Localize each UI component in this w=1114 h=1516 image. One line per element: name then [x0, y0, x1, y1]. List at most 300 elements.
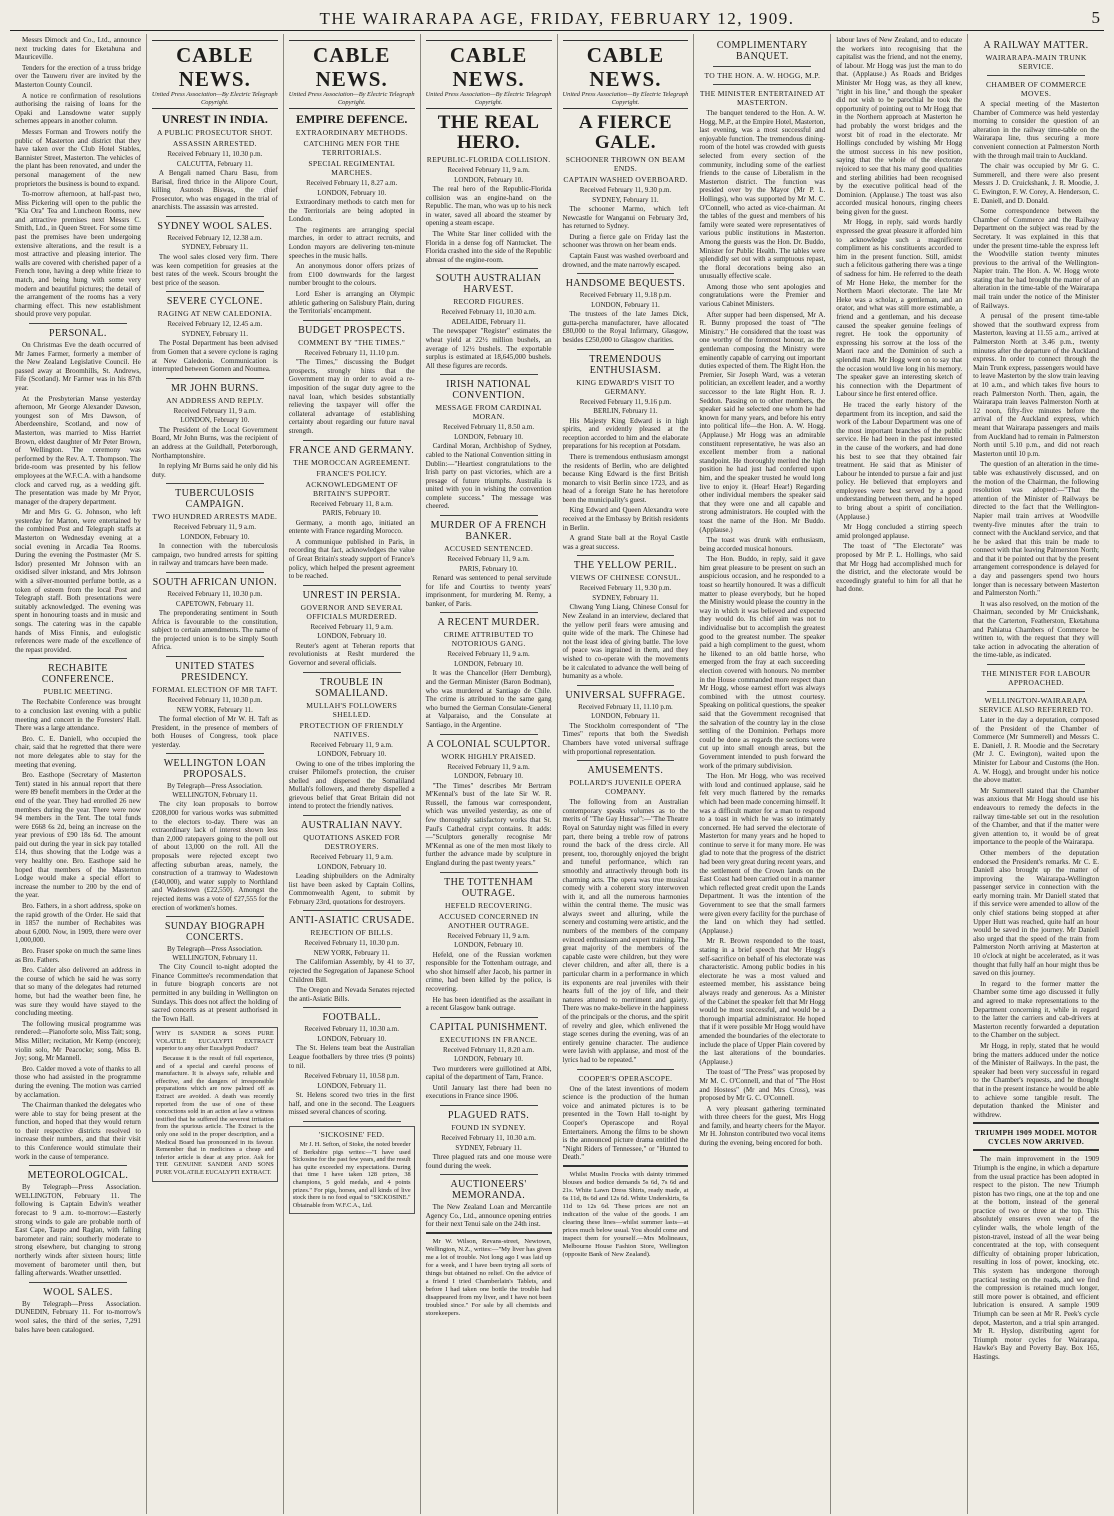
article-paragraph: A special meeting of the Masterton Chamber of Commerce was held yesterday morning to consider the question of an alteration in the railway time-table on the Wairarapa line, thus securing a more convenient connection at Palmerston North with the through mail train to Auckland.	[973, 100, 1099, 160]
received-line: Received February 11, 10.30 p.m.	[167, 590, 263, 599]
page-number: 5	[1091, 8, 1100, 27]
headline: SEVERE CYCLONE.	[166, 296, 263, 308]
headline: A RECENT MURDER.	[437, 617, 540, 629]
article-paragraph: On Christmas Eve the death occurred of Mr James Farmer, formerly a member of the New Zealand Legislative Council. He passed away at Broomhills, St. Andrews, Fife (Scotland). Mr Farmer was in his 87th year.	[15, 341, 141, 392]
received-line: Received February 12, 12.38 a.m.	[167, 233, 263, 242]
article-paragraph: The preponderating sentiment in South Africa is favourable to the constitution, subject to certain amendments. The name of the projected union is to be simply South Africa.	[151, 609, 278, 652]
divider	[303, 320, 401, 321]
article-paragraph: It was also resolved, on the motion of the Chairman, seconded by Mr Cruickshank, that the Carterton, Featherston, Eketahuna and Pahiatua Chambers of Commerce be written to, with the request that they will take action in advocating the alteration of the time-table, as indicated.	[973, 599, 1099, 660]
headline: BUDGET PROSPECTS.	[298, 324, 406, 336]
subheading: KING EDWARD'S VISIT TO GERMANY.	[576, 377, 675, 396]
received-line: Received February 11, 11.10 p.m.	[578, 702, 673, 711]
article-paragraph: The City Council to-night adopted the Finance Committee's recommendation that in future biograph concerts are not permitted in any building in Wellington on Sundays. This does not affect the holding of sacred concerts as at present authorised in the Town Hall.	[151, 963, 278, 1023]
received-line: Received February 11, 8 a.m.	[310, 499, 393, 508]
article-paragraph: There is tremendous enthusiasm amongst the residents of Berlin, who are delighted because King Edward is the first British monarch to visit Berlin since 1723, and as head of a foreign State he has heretofore been the municipality's guest.	[562, 452, 689, 504]
dateline: LONDON, February 10.	[317, 188, 387, 197]
subheading: EXTRAORDINARY METHODS.	[295, 128, 408, 137]
dateline: SYDNEY, February 11.	[455, 1143, 522, 1152]
article-paragraph: The President of the Local Government Board, Mr John Burns, was the recipient of an address at the Guildhall, Peterborough, Northamptonshire.	[151, 425, 278, 460]
article-paragraph: In replying Mr Burns said he only did his duty.	[151, 462, 278, 479]
subheading: CATCHING MEN FOR THE TERRITORIALS.	[303, 139, 400, 157]
column-1	[10, 34, 147, 1514]
dateline: LONDON, February 10.	[454, 432, 523, 441]
headline: CAPITAL PUNISHMENT.	[429, 1021, 548, 1033]
headline: UNREST IN INDIA.	[161, 112, 268, 126]
subheading: GOVERNOR AND SEVERAL OFFICIALS MURDERED.	[300, 602, 403, 621]
divider	[577, 685, 675, 686]
article-paragraph: The St. Helens team beat the Australian League footballers by three tries (9 points) to nil.	[288, 1044, 415, 1070]
article-paragraph: During a fierce gale on Friday last the schooner was thrown on her beam ends.	[562, 232, 689, 250]
article-paragraph: Other members of the deputation endorsed the President's remarks. Mr C. E. Daniell also brought up the matter of improving the Wairarapa-Wellington passenger service in connection with the early morning train. Mr Daniell stated that if this service were amended to allow of the only chief stations being stopped at after Upper Hutt was reached, quite half an hour would be saved in the journey. Mr Daniell also urged that the speed of the train from Palmerston North arriving at Masterton at 10 o'clock at night be accelerated, as it was thought that fully half an hour might thus be saved on this journey.	[973, 848, 1099, 978]
divider	[973, 1149, 1099, 1152]
divider	[303, 910, 401, 911]
headline: UNITED STATES PRESIDENCY.	[174, 661, 255, 684]
dateline: LONDON, February 10.	[454, 941, 523, 950]
divider	[987, 75, 1085, 76]
divider	[577, 273, 675, 274]
headline: THE TOTTENHAM OUTRAGE.	[444, 876, 534, 899]
article-paragraph: Among those who sent apologies and congratulations were the Premier and various Cabinet Ministers.	[699, 282, 826, 309]
article-paragraph: The following from an Australian contemporary speaks volumes as to the merits of "The Gay Hussar":—"The Theatre Royal on Saturday night was filled in every part, there being a treble row of patrons round the back of the dress circle. All present, too, thoroughly enjoyed the bright and tuneful performance, which ran smoothly and attractively through both its charming acts. The opera was true musical comedy with a coherent story interwoven with it, and all the numerous harmonies within the central theme. The music was always sweet and alluring, while the scenery and costuming were artistic, and the numbers of the members of the company evinced enthusiasm and expert training. The great majority of the members of the capable caste were children, but they were clever children, and after all, there is a particular charm in a performance in which its exponents are real juveniles with their hearts full of the joy of life, and their natures attuned to merriment and gaiety. There was no make-believe in the happiness of the principals or the chorus, and the spirit of revelry and glee, which enlivened the stage scenes during the evening, was of an entirely genuine character. The audience were lavish with applause, and most of the lyrics had to be repeated."	[562, 798, 689, 1064]
received-line: Received February 11, 10.30 a.m.	[441, 308, 536, 317]
article-paragraph: Mr Hogg concluded a stirring speech amid prolonged applause.	[836, 523, 963, 540]
headline: HANDSOME BEQUESTS.	[565, 278, 686, 290]
article-paragraph: An anonymous donor offers prizes of from £100 downwards for the largest number brought to the colours.	[288, 262, 415, 288]
article-paragraph: A perusal of the present time-table showed that the southward express from Masterton, leaving at 11.55 a.m., arrived at Palmerston North at 3.46 p.m., twenty minutes after the departure of the Auckland express. In order to connect through the Main Trunk express, passengers would have to leave Masterton by the slow train leaving at 10 a.m., and which takes five hours to reach Palmerston North. Then, again, the Wairarapa train leaves Palmerston North at 12 noon, fifty-five minutes before the arrival of the Auckland express, which meant that Wairarapa passengers and mails from Auckland had to remain in Palmerston North until 5.10 p.m., and did not reach Masterton until 10 p.m.	[973, 312, 1099, 458]
subheading: POLLARD'S JUVENILE OPERA COMPANY.	[569, 778, 682, 797]
divider	[166, 572, 264, 573]
article-paragraph: Hefeld, one of the Russian workmen responsible for the Tottenham outrage, and who shot himself after Jacob, his partner in crime, had been killed by the police, is recovering.	[425, 950, 552, 993]
subheading: CAPTAIN WASHED OVERBOARD.	[563, 175, 688, 184]
divider	[303, 1121, 401, 1122]
advertisement-text: Mr W. Wilson, Revans-street, Newtown, Wellington, N.Z., writes:—"My liver has given me a lot of trouble. Not long ago I was laid up for a week, and I have been trying all sorts of things but obtained no relief. On the advice of a friend I tried Chamberlain's Tablets, and before I had taken one bottle the trouble had disappeared from my liver, and I have not been troubled since." For sale by all chemists and storekeepers.	[425, 1238, 552, 1318]
article-paragraph: The wool sales closed very firm. There was keen competition for greasies at the best rates of the week. Scours brought the best price of the season.	[151, 252, 278, 287]
article-paragraph: "The Times" describes Mr Bertram M'Kennal's bust of the late Sir W. R. Russell, the famous war correspondent, which was unveiled yesterday, as one of few thoroughly satisfactory works that St. Paul's Cathedral crypt contains. It adds:—"Sculptors generally recognise Mr M'Kennal as one of the men most likely to further the advance made by sculpture in England during the past twenty years."	[425, 781, 552, 867]
masthead	[10, 8, 1104, 31]
subheading: MULLAH'S FOLLOWERS SHELLED.	[306, 700, 398, 719]
article-paragraph: The trustees of the late James Dick, gutta-percha manufacturer, have allocated £80,000 to the Royal Infirmary, Glasgow, besides £250,000 to Glasgow charities.	[562, 310, 689, 344]
article-paragraph: Some correspondence between the Chamber of Commerce and the Railway Department on the subject was read by the Secretary. It was explained in this that under the present time-table the express left the Woodville station twenty minutes previous to the arrival of the Wellington-Napier train. The Hon. A. W. Hogg wrote stating that he had brought the matter of an alteration in the time-table of the Wairarapa mail train under the notice of the Minister of Railways.	[973, 207, 1099, 310]
dateline: NEW YORK, February 11.	[176, 705, 253, 714]
section-heading: WOOL SALES.	[43, 1286, 113, 1298]
article-paragraph: The White Star liner collided with the Florida in a dense fog off Nantucket. The Florida crashed into the side of the Republic abreast of the engine-room.	[425, 229, 552, 264]
headline: COMPLIMENTARY BANQUET.	[716, 40, 808, 62]
article-paragraph: The toast of "The Electorate" was proposed by Mr P. L. Hollings, who said that Mr Hogg had accomplished much for the district, and the electorate would be exceedingly grateful to him for all that he had done.	[836, 542, 963, 594]
subheading: ACKNOWLEDGMENT OF BRITAIN'S SUPPORT.	[305, 479, 398, 498]
column-3	[284, 34, 421, 1514]
subheading: WORK HIGHLY PRAISED.	[441, 751, 536, 761]
article-paragraph: The question of an alteration in the time-table was exhaustively discussed, and on the motion of the Chairman, the following resolution was adopted:—"That the attention of the Minister of Railways be directed to the fact that the Wellington-Napier mail train arrives at Woodville twenty-five minutes after the train to connect with the Auckland service, and that he be asked that this train be made to connect with that leaving Palmerston North; and that it be pointed out that by the present arrangement correspondence is delayed for a day and passengers spend two hours longer than is necessary between Masterton and Palmerston North."	[973, 460, 1099, 598]
advertisement-text: Whilst Muslin Frocks with dainty trimmed blouses and bodice demands 5s 6d, 7s 6d and 21s. White Lawn Dress Shirts, ready made, at 6s 11d, 8s 6d and 12s 6d. White Underskirts, 6s 11d to 12s 6d. These prices are not an indication of the value of the goods. I am clearing these lines—whilst summer lasts—at prices much below usual. You should come and inspect them for yourself.—Mrs Molineaux, Melbourne House Fashion Store, Wellington (opposite Bank of New Zealand).	[562, 1170, 689, 1258]
headline: AUSTRALIAN NAVY.	[300, 820, 403, 832]
divider	[440, 1017, 538, 1018]
article-paragraph: Mr Hogg, in reply, stated that he would bring the matters adduced under the notice of the Minister of Railways. In the past, the speaker had been very successful in regard to the Chamber's requests, and he thought that in the present instance he would be able to achieve some tangible result. The deputation thanked the Minister and withdrew.	[973, 1041, 1099, 1119]
article-paragraph: The newspaper "Register" estimates the wheat yield at 22½ million bushels, an average of 12½ bushels. The exportable surplus is estimated at 18,645,000 bushels. All these figures are records.	[425, 327, 552, 370]
divider	[303, 585, 401, 586]
article-paragraph: Two murderers were guillotined at Albi, capital of the department of Tarn, France.	[425, 1064, 552, 1082]
column-7	[831, 34, 968, 1514]
subheading: ASSASSIN ARRESTED.	[172, 139, 257, 148]
dateline: NEW YORK, February 11.	[313, 948, 390, 957]
headline: UNREST IN PERSIA.	[302, 589, 401, 601]
article-paragraph: The real hero of the Republic-Florida collision was an engine-hand on the Republic. The man, who was up to his neck in water, saved all aboard the steamer by opening a steam escape.	[425, 185, 552, 228]
advertisement-text: The main improvement in the 1909 Triumph is the engine, in which a departure from the usual practice has been adopted in respect to the piston. The new Triumph piston has two rings, one at the top and one at the bottom, instead of the general practice of two or three at the top. This absolutely ensures even wear of the cylinder walls, the whole length of the piston-travel, instead of all the wear being concentrated at the top, with consequent difficulty of obtaining proper lubrication, resulting in loss of power, knocking, etc. This system has undergone thorough practical testing on the roads, and we find the compression is retained much longer, still more power is obtained, and efficient lubrication is ensured. A sample 1909 Triumph can be seen at Mr R. Peek's cycle depot, Masterton, and a trial spin arranged. Mr R. Hyslop, distributing agent for Triumph motor cycles for Wairarapa, Hawke's Bay and Poverty Bay. Box 165, Hastings.	[973, 1155, 1099, 1361]
subheading: COOPER'S OPERASCOPE.	[578, 1073, 673, 1083]
cable-news-title: CABLE NEWS.	[449, 43, 528, 91]
article-paragraph: A Bengali named Charu Basu, from Barisal, fired thrice in the Alipore Court, killing Asutosh Biswas, the chief Prosecutor, who was engaged in the trial of anarchists. The assassin was arrested.	[151, 169, 278, 212]
headline: A RAILWAY MATTER.	[983, 40, 1089, 51]
subheading: FOUND IN SYDNEY.	[451, 1123, 526, 1133]
article-paragraph: He has been identified as the assailant in a recent Glasgow bank outrage.	[425, 995, 552, 1013]
article-paragraph: Until January last there had been no executions in France since 1906.	[425, 1083, 552, 1101]
article-paragraph: Mr R. Brown responded to the toast, stating in a brief speech that Mr Hogg's self-sacrifice on behalf of his electorate was characteristic. Among public bodies in his electorate he was a most valued and esteemed member, his assistance being always ready and generous. As a Minister of the Cabinet the speaker felt that Mr Hogg would be most successful, and would be a thorough impartial administrator. He hoped that if it were possible Mr Hogg would have amended the boundaries of the electorate to include the place of Upper Plain covered by the last alterations of the boundaries. (Applause.)	[699, 937, 826, 1066]
subheading: AN ADDRESS AND REPLY.	[166, 395, 264, 405]
article-paragraph: The Postal Department has been advised from Gomen that a severe cyclone is raging at New Caledonia. Communication is interrupted between Gomen and Noumea.	[151, 339, 278, 374]
divider	[577, 1069, 675, 1070]
article-paragraph: He traced the early history of the department from its inception, and said the work of the Labour Department was one of the most important branches of the public service. He had been in the past interested in the cause of the workers, and had done his best to see that they obtained fair treatment. He said that as Minister of Labour he intended to pursue a fair and just policy. He believed that employers and employees were best served by a good understanding between them, and he hoped to bring about a spirit of conciliation. (Applause.)	[836, 400, 963, 521]
divider	[440, 734, 538, 735]
dateline: SYDNEY, February 11.	[181, 243, 249, 252]
dateline: ADELAIDE, February 11.	[451, 317, 526, 326]
divider	[440, 515, 538, 516]
dateline: LONDON, February 10.	[317, 750, 387, 758]
dateline: LONDON, February 10.	[454, 1055, 523, 1064]
subheading: COMMENT BY "THE TIMES."	[298, 337, 406, 347]
divider	[577, 349, 675, 350]
headline: SYDNEY WOOL SALES.	[157, 220, 273, 232]
dateline: SYDNEY, February 11.	[181, 329, 249, 338]
column-2	[147, 34, 284, 1514]
article-paragraph: Captain Faust was washed overboard and drowned, and the mate narrowly escaped.	[562, 251, 689, 269]
headline: A COLONIAL SCULPTOR.	[426, 738, 551, 750]
subheading: VIEWS OF CHINESE CONSUL.	[569, 573, 681, 583]
cable-news-title: CABLE NEWS.	[313, 43, 391, 91]
dateline: SYDNEY, February 11.	[592, 593, 659, 602]
headline: IRISH NATIONAL CONVENTION.	[446, 379, 531, 402]
article-paragraph: The following musical programme was rendered:—Pianoforte solo, Miss Tait; song, Miss Miller; recitation, Mr Kemp (encore); violin solo, Mr Peacocke; song, Miss B. Joy; song, Mr Mannell.	[15, 1019, 141, 1063]
received-line: Received February 11, 10.30 p.m.	[167, 150, 263, 158]
divider	[29, 1165, 127, 1166]
divider	[29, 1282, 127, 1283]
headline: SOUTH AUSTRALIAN HARVEST.	[435, 273, 542, 296]
divider	[440, 1105, 538, 1106]
received-line: Received February 11, 10.30 p.m.	[167, 696, 263, 705]
headline: SUNDAY BIOGRAPH CONCERTS.	[164, 921, 265, 944]
article-paragraph: Bro. Calder moved a vote of thanks to all those who had assisted in the programme during the evening. The motion was carried by acclamation.	[15, 1064, 141, 1099]
article-paragraph: Reuter's agent at Teheran reports that revolutionists at Resht murdered the Governor and several officials.	[288, 641, 415, 667]
dateline: LONDON, February 11.	[317, 1081, 386, 1090]
cable-news-credit: United Press Association—By Electric Telegraph Copyright.	[151, 91, 278, 106]
divider	[166, 291, 264, 292]
headline: SOUTH AFRICAN UNION.	[152, 577, 278, 589]
divider	[303, 815, 401, 816]
divider	[440, 1174, 538, 1175]
received-line: Received February 11, 9 a.m.	[447, 650, 530, 659]
received-line: Received February 11, 9 a.m.	[173, 523, 256, 532]
received-line: Received February 12, 12.45 a.m.	[167, 320, 263, 329]
article-paragraph: His Majesty King Edward is in high spirits, and evidently pleased at the reception accorded to him and the elaborate preparations for his reception at Potsdam.	[562, 416, 689, 451]
cable-news-banner	[563, 40, 689, 109]
article-paragraph: The city loan proposals to borrow £208,000 for various works was submitted to the electors to-day. There was an extraordinary lack of interest shown less than 2,000 ratepayers going to the poll out of about 13,000 on the roll. All the proposals were rejected except two affecting suburban areas, namely, the construction of a tramway to Wadestown (£40,000), and water supply to Northland and Wadestown (£22,550). Amongst the rejected items was a vote of £27,555 for the erection of workmen's homes.	[151, 800, 278, 912]
article-paragraph: Mr and Mrs G. G. Johnson, who left yesterday for Marton, were entertained by the combined Post and Telegraph staffs at Masterton on Wednesday evening at a social evening in Arcadia Tea Rooms. During the evening the Postmaster (Mr S. Isdor) presented Mr Johnson with an oxidised silver inkstand, and Mrs Johnson with a silver-mounted perfume bottle, as a token of esteem from the local Post and Telegraph staff. Both presentations were suitably acknowledged. The evening was spent in honouring toasts and in music and songs. The catering was in the capable hands of Miss Finnis, and eulogistic references were made of the excellence of the repast provided.	[15, 508, 141, 654]
dateline: LONDON, February 10.	[317, 1034, 387, 1043]
divider	[303, 440, 401, 441]
section-heading: RECHABITE CONFERENCE.	[41, 663, 115, 686]
headline: THE YELLOW PERIL.	[573, 560, 678, 572]
subheading: FRANCE'S POLICY.	[316, 468, 387, 478]
headline: ANTI-ASIATIC CRUSADE.	[288, 915, 415, 927]
headline: FOOTBALL.	[322, 1012, 381, 1024]
section-heading: METEOROLOGICAL.	[27, 1170, 129, 1182]
divider	[166, 656, 264, 657]
dateline: CAPETOWN, February 11.	[175, 599, 254, 608]
headline: TROUBLE IN SOMALILAND.	[315, 676, 389, 699]
article-paragraph: The Hon. Mr Hogg, who was received with loud and continued applause, said he felt very much flattered by the remarks which had been made concerning himself. It was a difficult matter for a man to respond to a toast in which he was so intimately concerned. He had served the electorate of Masterton for many years and he hoped to continue to serve it for many more. He was glad to note that the progress of the district had been very great during recent years, and the settlement of the Crown lands on the East Coast had been carried out in a manner which reflected great credit upon the Lands Department. It was the intention of the Government to see that the small farmers were given every facility for the purchase of the land on which they had settled. (Applause.)	[699, 772, 826, 935]
divider	[166, 378, 264, 379]
headline: TREMENDOUS ENTHUSIASM.	[589, 353, 662, 376]
headline: UNIVERSAL SUFFRAGE.	[565, 689, 686, 701]
article-paragraph: A communique published in Paris, in recording that fact, acknowledges the value of Great Britain's steady support of France's policy, which helped the present agreement to be reached.	[288, 537, 415, 581]
article-paragraph: Renard was sentenced to penal servitude for life and Courtiss to twenty years' imprisonment, for murdering M. Remy, a banker, of Paris.	[425, 574, 552, 608]
article-paragraph: The Californian Assembly, by 41 to 37, rejected the Segregation of Japanese School Children Bill.	[288, 958, 415, 984]
received-line: Received February 11, 9 a.m.	[447, 762, 530, 771]
article-paragraph: "The Times," discussing the Budget prospects, strongly hints that the Government may in order to avoid a re-imposition of the sugar duty agree to the naval loan, which besides substantially relieving the taxpayer will offer the collateral advantage of establishing certainty about regarding our future naval strength.	[288, 358, 415, 435]
received-line: Received February 11, 9 a.m.	[310, 740, 393, 749]
column-8	[968, 34, 1104, 1514]
subheading: WAIRARAPA-MAIN TRUNK SERVICE.	[985, 53, 1087, 71]
subheading: A PUBLIC PROSECUTOR SHOT.	[156, 128, 273, 137]
headline: FRANCE AND GERMANY.	[289, 444, 415, 456]
section-heading: PERSONAL.	[49, 328, 107, 339]
article-paragraph: Messrs Forman and Trowers notify the public of Masterton and district that they have taken over the Club Hotel Stables, Bannister Street, Masterton. The vehicles of the plant has been renovated, and under the personal management of the new proprietors the business is bound to expand.	[15, 127, 141, 188]
dateline: LONDON, February 10.	[454, 772, 523, 781]
cable-news-banner	[152, 40, 278, 109]
subheading: PUBLIC MEETING.	[43, 687, 113, 697]
headline: AUCTIONEERS' MEMORANDA.	[450, 1179, 527, 1202]
divider	[29, 323, 127, 324]
article-paragraph: The Hon. Buddo, in reply, said it gave him great pleasure to be present on such an auspicious occasion, and he responded to a toast so heartily honoured. It was a difficult matter to please everybody, but he hoped the Ministry would please the country in the way in which it was believed and expected they would do. Its chief aim was not to individualise but to accomplish the greatest good to the greatest number. The speaker paid a high compliment to the guest, whom he likened to an old battle horse, who emerged from the fray at each succeeding election covered with honours. No member in the House commanded more respect than Mr Hogg, whose earnest effort was always combined with the utmost courtesy. Speaking on political questions, the speaker said that the Government recognised that the salvation of the country lay in the close settling of the Dominion. Perhaps more could be done as regards the sections were cut up into small enough areas, but the Government intended to push forward the work of the primary subdivision.	[699, 555, 826, 770]
received-line: Received February 11, 10.30 a.m.	[441, 1134, 536, 1143]
divider	[303, 672, 401, 673]
column-4	[421, 34, 558, 1514]
divider	[577, 760, 675, 761]
article-paragraph: Bro. Calder also delivered an address in the course of which he said he was sorry that so many of the delegates had returned home, but had the weather been fine, he was sure they would have stayed to the concluding meeting.	[15, 966, 141, 1018]
dateline: LONDON, February 10.	[454, 659, 523, 668]
article-paragraph: Three plagued rats and one mouse were found during the week.	[425, 1153, 552, 1170]
headline: MR JOHN BURNS.	[171, 382, 259, 394]
received-line: Received February 11, 9.16 p.m.	[579, 397, 672, 406]
article-paragraph: St. Helens scored two tries in the first half, and one in the second. The Leaguers missed several chances of scoring.	[288, 1091, 415, 1117]
dateline: LONDON, February 11.	[591, 712, 660, 721]
divider	[563, 1165, 689, 1168]
cable-news-credit: United Press Association—By Electric Telegraph Copyright.	[425, 91, 552, 106]
subheading: ACCUSED CONCERNED IN ANOTHER OUTRAGE.	[438, 911, 539, 930]
advertisement-heading: 'SICKOSINE' FED.	[319, 1129, 385, 1139]
cable-news-credit: United Press Association—By Electric Telegraph Copyright.	[562, 91, 689, 106]
article-paragraph: Germany, a month ago, initiated an entente with France regarding Morocco.	[288, 518, 415, 536]
subheading: MESSAGE FROM CARDINAL MORAN.	[435, 403, 542, 422]
columns	[10, 34, 1104, 1514]
received-line: Received February 11, 9.30 p.m.	[579, 186, 672, 194]
advertisement	[289, 1126, 415, 1214]
article-paragraph: The schooner Marmo, which left Newcastle for Wanganui on February 3rd, has returned to Sydney.	[562, 205, 689, 231]
article-paragraph: Messrs Dimock and Co., Ltd., announce next trucking dates for Eketahuna and Mauriceville.	[15, 36, 141, 62]
article-paragraph: King Edward and Queen Alexandra were received at the Embassy by British residents in Berlin.	[562, 506, 689, 532]
article-paragraph: The Rechabite Conference was brought to a conclusion last evening with a public meeting and concert in the Foresters' Hall. There was a large attendance.	[15, 698, 141, 733]
received-line: Received February 11, 9 a.m.	[173, 406, 256, 415]
article-paragraph: Bro. Fraser spoke on much the same lines as Bro. Fathers.	[15, 947, 141, 964]
article-paragraph: The Stockholm correspondent of "The Times" reports that both the Swedish Chambers have voted universal suffrage with proportional representation.	[562, 721, 689, 756]
divider	[166, 483, 264, 484]
dateline: By Telegraph—Press Association. WELLINGTON, February 11.	[167, 945, 263, 962]
divider	[987, 664, 1085, 665]
article-paragraph: By Telegraph—Press Association. WELLINGTON, February 11. The following is Captain Edwin's weather forecast to 9 a.m. to-morrow:—Easterly strong winds to gale are probable north of East Cape, Taupo and Raglan, with falling barometer and rain; southerly moderate to strong elsewhere, but changing to strong northerly winds after sixteen hours; little movement of barometer until then, but falling afterwards. Weather unsettled.	[15, 1183, 141, 1278]
article-paragraph: After supper had been dispensed, Mr A. R. Bunny proposed the toast of "The Ministry." He considered that the toast was one worthy of the foremost honour, as the gentleman composing the Ministry were eminently capable of carrying out important duties expected of them. The Right Hon. the Premier, Sir Joseph Ward, was a veteran politician, an excellent leader, and a worthy successor to the late Right Hon. R. J. Seddon. Passing on to other members, the speaker said he selected one whom he had known for many years, and before his entry into political life—the Hon. A. W. Hogg. (Applause.) Mr Hogg was an admirable constituent representative, he was also an excellent member from a national standpoint. He thoroughly merited the high position he had just had conferred upon him, and the speaker trusted he would long live to enjoy it. (Hear! Hear!) Regarding other individual members the speaker said that they were one and all capable and strong administrators. He coupled with the toast the name of the Hon. Mr Buddo. (Applause.)	[699, 310, 826, 534]
received-line: Received February 11, 9.18 p.m.	[579, 291, 672, 300]
cable-news-banner	[289, 40, 415, 109]
received-line: Received February 11, 8.50 a.m.	[443, 423, 535, 432]
received-line: Received February 11, 9 a.m.	[447, 555, 530, 564]
article-paragraph: In connection with the tuberculosis campaign, two hundred arrests for spitting in railway and tramcars have been made.	[151, 542, 278, 568]
advertisement-heading: WHY IS SANDER & SONS PURE VOLATILE EUCALYPTI EXTRACT superior to any other Eucalypti Product?	[155, 1030, 274, 1053]
article-paragraph: The formal election of Mr W. H. Taft as President, in the presence of members of both Houses of Congress, took place yesterday.	[151, 715, 278, 749]
column-6	[694, 34, 831, 1514]
received-line: Received February 11, 10.30 p.m.	[304, 939, 400, 948]
headline: EMPIRE DEFENCE.	[296, 112, 408, 126]
subheading: RAGING AT NEW CALEDONIA.	[157, 309, 273, 319]
subheading: WELLINGTON-WAIRARAPA SERVICE ALSO REFERRED TO.	[978, 696, 1094, 714]
article-paragraph: One of the latest inventions of modern science is the production of the human voice and animated pictures is to be presented in the Town Hall to-night by Cooper's Operascope and Royal Entertainers. Among the films to be shown is the announced picture drama entitled the "Night Riders of Tennessee," or "Hunted to Death."	[562, 1084, 689, 1162]
article-paragraph: In regard to the former matter the Chamber some time ago discussed it fully and agreed to make representations to the Department concerning it, while in regard to the latter the carriers and cab-drivers at Masterton recently forwarded a deputation to the Chamber on the subject.	[973, 979, 1099, 1040]
article-paragraph: Extraordinary methods to catch men for the Territorials are being adopted in London.	[288, 198, 415, 224]
divider	[440, 268, 538, 269]
headline: THE REAL HERO.	[437, 112, 540, 153]
subheading: TO THE HON. A. W. HOGG, M.P.	[704, 71, 821, 80]
received-line: Received February 11, 8.27 a.m.	[306, 179, 398, 187]
article-paragraph: The chair was occupied by Mr G. C. Summerell, and there were also present Messrs J. D. Cruickshank, J. R. Moodie, J. C. Ewington, F. W. Corey, A. Henderson, C. E. Daniell, and D. Donald.	[973, 162, 1099, 205]
subheading: TWO HUNDRED ARRESTS MADE.	[152, 512, 278, 522]
received-line: Received February 11, 9 a.m.	[447, 166, 530, 174]
subheading: EXECUTIONS IN FRANCE.	[439, 1034, 538, 1044]
article-paragraph: A very pleasant gathering terminated with three cheers for the guest, Mrs Hogg and family, and hearty cheers for the Mayor. Mr H. Johnston contributed two vocal items during the evening, being encored for both.	[699, 1104, 826, 1148]
divider	[440, 374, 538, 375]
cable-news-title: CABLE NEWS.	[586, 43, 665, 91]
cable-news-credit: United Press Association—By Electric Telegraph Copyright.	[288, 91, 415, 106]
article-paragraph: A grand State ball at the Royal Castle was a great success.	[562, 534, 689, 551]
subheading: REPUBLIC-FLORIDA COLLISION.	[426, 155, 551, 164]
received-line: Received February 11, 9.30 p.m.	[579, 584, 672, 593]
subheading: ACCUSED SENTENCED.	[444, 544, 534, 554]
received-line: Received February 11, 9 a.m.	[310, 622, 393, 631]
article-paragraph: Lord Esher is arranging an Olympic athletic gathering on Salisbury Plain, during the Territorials' encampment.	[288, 289, 415, 316]
article-paragraph: A notice re confirmation of resolutions authorising the raising of loans for the Opaki and Lansdowne water supply schemes appears in another column.	[15, 91, 141, 126]
article-paragraph: The Oregon and Nevada Senates rejected the anti-Asiatic Bills.	[288, 986, 415, 1003]
cable-news-title: CABLE NEWS.	[176, 43, 254, 91]
column-5	[558, 34, 695, 1514]
newspaper-title: THE WAIRARAPA AGE, FRIDAY, FEBRUARY 12, 1909.	[319, 9, 795, 28]
received-line: Received February 11, 10.58 p.m.	[304, 1072, 400, 1081]
dateline: LONDON, February 10.	[180, 416, 250, 425]
subheading: SCHOONER THROWN ON BEAM ENDS.	[565, 155, 686, 173]
dateline: PARIS, February 10.	[322, 509, 381, 518]
subheading: SPECIAL REGIMENTAL MARCHES.	[308, 159, 395, 177]
article-paragraph: The Chairman thanked the delegates who were able to stay for being present at the function, and hoped that they would return to their respective districts resolved to increase their numbers, and that their visit to this Conference would stimulate their work in the cause of temperance.	[15, 1101, 141, 1161]
dateline: LONDON, February 11.	[591, 300, 660, 309]
advertisement-heading: TRIUMPH 1909 MODEL MOTOR CYCLES NOW ARRIVED.	[974, 1128, 1098, 1147]
headline: PLAGUED RATS.	[447, 1110, 530, 1122]
subheading: FORMAL ELECTION OF MR TAFT.	[152, 685, 278, 695]
article-paragraph: The toast was drunk with enthusiasm, being accorded musical honours.	[699, 536, 826, 553]
dateline: By Telegraph—Press Association. WELLINGTON, February 11.	[167, 782, 263, 799]
subheading: PROTECTION OF FRIENDLY NATIVES.	[299, 720, 404, 739]
dateline: LONDON, February 10.	[317, 632, 387, 641]
divider	[166, 753, 264, 754]
divider	[440, 872, 538, 873]
dateline: PARIS, February 10.	[459, 564, 518, 573]
dateline: LONDON, February 10.	[180, 532, 250, 541]
subheading: THE MINISTER FOR LABOUR APPROACHED.	[981, 669, 1091, 687]
article-paragraph: Bro. Easthope (Secretary of Masterton Tent) stated in his annual report that there were 89 benefit members in the Order at the end of the year. They had enrolled 26 new members during the year. There were now 94 members in the Tent. The total funds were £668 6s 2d, being an increase on the year previous of £90 18s 6d. The amount paid out during the year in sick pay totalled £14, thus showing that the Lodge was a very healthy one. Bro. Easthope said he hoped that members of the Masterton Lodge would make a special effort to increase the number to 200 by the end of the year.	[15, 771, 141, 900]
divider	[987, 691, 1085, 692]
subheading: HEFELD RECOVERING.	[444, 900, 533, 910]
dateline: CALCUTTA, February 11.	[176, 159, 253, 168]
advertisement	[152, 1027, 278, 1181]
headline: MURDER OF A FRENCH BANKER.	[430, 520, 547, 543]
dateline: LONDON, February 10.	[317, 862, 387, 871]
subheading: CRIME ATTRIBUTED TO NOTORIOUS GANG.	[443, 630, 534, 649]
received-line: Received February 11, 9 a.m.	[310, 853, 393, 862]
divider	[166, 216, 264, 217]
headline: A FIERCE GALE.	[578, 112, 673, 153]
article-paragraph: Bro. Fathers, in a short address, spoke on the rapid growth of the Order. He said that in 1857 the number of Rechabites was about 6,000. Now, in 1909, there were over 1,000,000.	[15, 902, 141, 945]
article-paragraph: The New Zealand Loan and Mercantile Agency Co., Ltd., announce opening entries for their next Tenui sale on the 24th inst.	[425, 1203, 552, 1229]
divider	[713, 66, 811, 67]
subheading: QUOTATIONS ASKED FOR DESTROYERS.	[303, 833, 401, 852]
advertisement-text: Mr J. H. Sefton, of Stoke, the noted breeder of Berkshire pigs writes:—"I have used Sickosine for the past few years, and the result has quite exceeded my expectations. During that time I have taken 128 prizes, 38 champions, 5 gold medals, and 4 points prizes." For pigs, horses, and all kinds of live stock there is no food equal to "SICKOSINE." Obtainable from W.F.C.A., Ltd.	[292, 1140, 411, 1209]
article-paragraph: Mr Summerell stated that the Chamber was anxious that Mr Hogg should use his endeavours to remedy the defects in the railway time-table set out in the resolution of the Chamber, and that if the matter were given attention to, it would be of great importance to the people of the Wairarapa.	[973, 786, 1099, 847]
article-paragraph: At the Presbyterian Manse yesterday afternoon, Mr George Alexander Dawson, youngest son of Mrs Dawson, of Aberdeenshire, Scotland, and now of Masterton, was married to Miss Harriet Brown, eldest daughter of Mr Peter Brown, of Wellington. The ceremony was performed by the Rev. A. T. Thompson. The bride-room was presented by his fellow employees at the W.F.C.A. with a handsome clock and carved rug, as a wedding gift. The presentation was made by Mr Pryor, manager of the drapery department.	[15, 394, 141, 506]
article-paragraph: The toast of "The Press" was proposed by Mr M. C. O'Connell, and that of "The Host and Hostess" (Mr and Mrs Cross), was proposed by Mr G. C. O'Connell.	[699, 1068, 826, 1103]
divider	[973, 1122, 1099, 1125]
subheading: RECORD FIGURES.	[453, 297, 524, 307]
divider	[577, 555, 675, 556]
advertisement-text: Because it is the result of full experience, and of a special and careful process of manufacture. It is always safe, reliable and effective, and the dangers of irresponsible preparations which are now palmed off as Extract are avoided. A death was recently reported from the use of one of these concoctions sold in an action at law a witness testified that he suffered the severest irritation from the spurious article. The Extract is the only one sold in the proper description, and a Medical Board has pronounced in its favour. Remember that in medicines a cheap and inferior article is dear at any price. Ask for THE GENUINE SANDER AND SONS PURE VOLATILE EUCALYPTI EXTRACT.	[155, 1055, 274, 1176]
received-line: Received February 11, 9 a.m.	[447, 931, 530, 940]
subheading: THE MOROCCAN AGREEMENT.	[293, 457, 411, 467]
dateline: BERLIN, February 11.	[593, 407, 658, 416]
divider	[426, 1232, 552, 1235]
article-paragraph: Mr Hogg, in reply, said words hardly expressed the great pleasure it afforded him to acknowledge such a magnificent compliment as his constituents accorded to him in the present function. Still, amidst such a felicitous gathering there was a tinge of sadness for him. He referred to the death of Mr Hone Heke, the member for the Northern Maori electorate. The late Mr Heke was a scholar, a gentleman, and an orator, and what was still more estimable, a friend and a gentleman, and his decease caused the speaker genuine feelings of regret. He took the opportunity of expressing his sorrow at the loss of the Maori race and the Dominion of such a splendid man. Mr Hogg went on to say that the occasion would live long in his memory. The speaker gave an interesting sketch of his connection with the Department of Labour since he first entered office.	[836, 218, 963, 399]
headline: AMUSEMENTS.	[587, 765, 664, 777]
article-paragraph: The regiments are arranging special marches, in order to attract recruits, and London mayors are delivering ten-minute speeches in the music halls.	[288, 225, 415, 260]
received-line: Received February 11, 11.10 p.m.	[304, 348, 400, 357]
article-paragraph: By Telegraph—Press Association. DUNEDIN, February 11. For to-morrow's wool sales, the third of the series, 7,291 bales have been catalogued.	[15, 1299, 141, 1334]
article-paragraph: Leading shipbuilders on the Admiralty list have been asked by Captain Collins, Commonwealth Agent, to submit by February 23rd, quotations for destroyers.	[288, 872, 415, 906]
article-paragraph: labour laws of New Zealand, and to educate the workers into recognising that the capitalist was the friend, and not the enemy, of labour. Mr Hogg was just the man to do that. (Applause.) As Roads and Bridges Minister Mr Hogg was, as they all knew, "right in his line," and though the speaker did not wish to be parochial he took the opportunity of pointing out to Mr Hogg that in the Northern approach at Masterton he had probably the worst bridges and the worst bit of road in the electorate. Mr Hollings concluded by wishing Mr Hogg the utmost success in his new position, saying that the whole of the electorate rejoiced to see that his many good qualities and sterling abilities had been recognised by the executive political head of the Dominion. (Applause.) The toast was also accorded musical honours, ringing cheers being given for the guest.	[836, 36, 963, 216]
divider	[29, 658, 127, 659]
article-paragraph: The banquet tendered to the Hon. A. W. Hogg, M.P., at the Empire Hotel, Masterton, last evening, was a most successful and enjoyable function. The tremendous dining-room of the hotel was crowded with guests selected from every section of the community, including some of the earliest friends to the cause of Liberalism in the Masterton district. The function was presided over by the Mayor (Mr P. L. Hollings), who was supported by Mr M. C. O'Connell, who acted as vice-chairman. At the tables of the guest and members of his family were seated were representatives of various public institutions in Masterton. Among the guests was the Hon. Dr. Buddo, Minister for Public Health. The tables were splendidly set out with a sumptuous repast, the floral decorations being also an unusually effective scale.	[699, 109, 826, 281]
dateline: SYDNEY, February 11.	[592, 195, 659, 204]
subheading: REJECTION OF BILLS.	[310, 928, 394, 938]
subheading: THE MINISTER ENTERTAINED AT MASTERTON.	[699, 89, 825, 107]
received-line: Received February 11, 10.30 a.m.	[304, 1025, 399, 1034]
article-paragraph: Owing to one of the tribes imploring the cruiser Philomel's protection, the cruiser shelled and dispersed the Somaliland Mullah's followers, and thereby dispelled a grievous belief that Great Britain did not intend to protect the friendly natives.	[288, 759, 415, 811]
article-paragraph: Later in the day a deputation, composed of the President of the Chamber of Commerce (Mr Summerell) and Messrs C. E. Daniell, J. R. Moodie and the Secretary (Mr J. C. Ewington), waited upon the Minister for Labour and Customs (the Hon. A. W. Hogg), and brought under his notice the above matter.	[973, 716, 1099, 785]
divider	[303, 1007, 401, 1008]
cable-news-banner	[426, 40, 552, 109]
article-paragraph: Chwang Yung Liang, Chinese Consul for New Zealand in an interview, declared that the yellow peril fears were amusing and quite wide of the mark. The Chinese had not the least idea of giving battle. The love of peace was ingrained in them, and they wished to co-operate with the movements be it calculated to advance the well being of humanity as a whole.	[562, 603, 689, 681]
article-paragraph: It was the Chancellor (Herr Dernburg), and the German Minister (Baron Bodman), who was murdered at Santiago de Chile. The crime is attributed to the same gang who burned the German Consulate-General at Valparaiso, and the Consulate at Santiago, in the Argentine.	[425, 669, 552, 729]
